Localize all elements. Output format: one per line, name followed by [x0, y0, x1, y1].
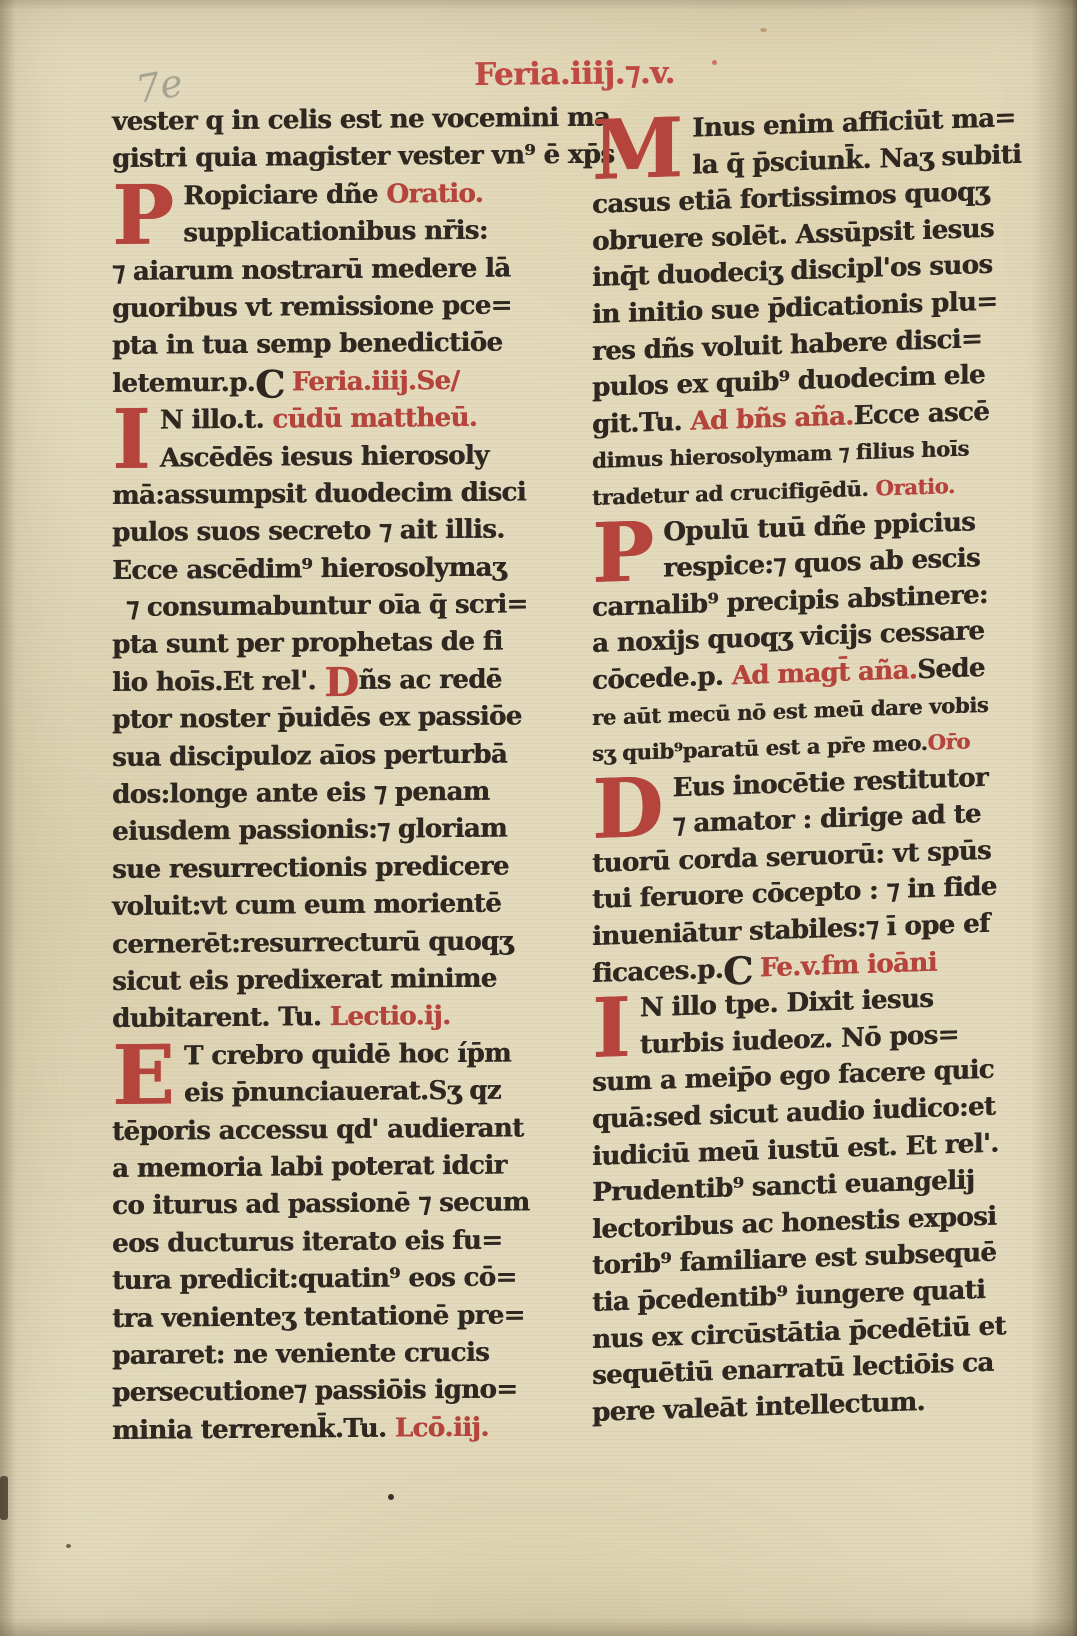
- body-text: [283, 367, 291, 397]
- text-line: [112, 1296, 574, 1337]
- text-line: [112, 997, 574, 1038]
- text-line: [112, 474, 574, 515]
- body-text: obruere solēt. Assūpsit iesus: [592, 213, 994, 257]
- body-text: cernerēt:resurrecturū quoqʒ: [112, 926, 513, 960]
- illuminated-initial: I: [112, 391, 150, 489]
- body-text: ⁊ amator : dirige ad te: [672, 799, 981, 840]
- illuminated-initial: P: [592, 503, 654, 602]
- body-text: turbis iudeoz. Nō pos=: [639, 1019, 959, 1061]
- body-text: sequētiū enarratū lectiōis ca: [592, 1347, 994, 1392]
- page-edge-shadow-bottom: [0, 1618, 1077, 1636]
- body-text: pta in tua semp benedictiōe: [112, 327, 503, 362]
- text-line: [112, 436, 574, 477]
- body-text: gistri quia magister vester vn⁹ ē xp̄s: [112, 140, 615, 175]
- body-text: res dñs voluit habere disci=: [592, 323, 983, 367]
- body-text: tia p̄cedentib⁹ iungere quati: [592, 1274, 986, 1318]
- text-line: [112, 1222, 574, 1263]
- body-text: ⁊ consumabuntur oīa q̄ scri=: [126, 589, 528, 623]
- body-text: Eus inocētie restitutor: [672, 762, 988, 804]
- body-text: C: [254, 361, 284, 407]
- text-line: [112, 361, 574, 407]
- body-text: sue resurrectionis predicere: [112, 851, 509, 885]
- body-text: la q̄ p̄sciunk̄. Naʒ subiti: [692, 139, 1022, 181]
- rubric-text: Ad magt̄ aña.: [731, 655, 918, 692]
- body-text: tura predicit:quatin⁹ eos cō=: [112, 1262, 517, 1297]
- text-line: [112, 1072, 574, 1113]
- illuminated-initial: M: [592, 100, 683, 199]
- text-line: [112, 586, 574, 627]
- body-text: re aūt mecū nō est meū dare vobis: [592, 691, 989, 730]
- body-text: Ascēdēs iesus hierosoly: [159, 440, 489, 474]
- text-line: [112, 960, 574, 1001]
- body-text: letemur.p.: [112, 367, 255, 399]
- ink-speck: [66, 1544, 71, 1548]
- text-column-right: [592, 99, 1044, 1431]
- text-line: [112, 1147, 574, 1188]
- body-text: carnalib⁹ precipis abstinere:: [592, 579, 988, 623]
- text-line: [112, 1409, 574, 1450]
- body-text: dos:longe ante eis ⁊ penam: [112, 776, 490, 811]
- text-line: [112, 810, 574, 851]
- body-text: eos ducturus iterato eis fu=: [112, 1225, 503, 1259]
- text-line: [112, 1110, 574, 1151]
- body-text: quā:sed sicut audio iudico:et: [592, 1091, 996, 1136]
- body-text: mā:assumpsit duodecim disci: [112, 477, 526, 511]
- body-text: ⁊ aiarum nostrarū medere lā: [112, 253, 511, 287]
- body-text: minia terrerenk̄.Tu.: [112, 1413, 395, 1446]
- body-text: N illo tpe. Dixit iesus: [639, 983, 934, 1024]
- text-line: [112, 736, 574, 777]
- body-text: pta sunt per prophetas de fi: [112, 627, 503, 661]
- text-line: [112, 287, 574, 328]
- body-text: nus ex circūstātia p̄cedētiū et: [592, 1310, 1006, 1355]
- ink-smudge: [0, 1476, 8, 1520]
- body-text: sʒ quib⁹paratū est a pr̄e meo.: [592, 729, 928, 767]
- text-line: [112, 100, 611, 141]
- stain-fleck: [760, 28, 767, 32]
- illuminated-initial: D: [592, 759, 663, 858]
- body-text: tēporis accessu qd' audierant: [112, 1112, 524, 1147]
- text-line: [112, 885, 574, 926]
- body-text: lio hoīs.Et rel'.: [112, 666, 325, 698]
- body-text: pere valeāt intellectum.: [592, 1386, 925, 1428]
- body-text: Inus enim afficiūt ma=: [692, 102, 1016, 144]
- illuminated-initial: P: [112, 167, 174, 264]
- body-text: eis p̄nunciauerat.Sʒ qz: [183, 1075, 501, 1109]
- body-text: tra venienteʒ tentationē pre=: [112, 1299, 525, 1334]
- body-text: lectoribus ac honestis exposi: [592, 1201, 997, 1245]
- body-text: Ecce ascē: [853, 396, 990, 432]
- body-text: iudiciū meū iustū est. Et rel'.: [592, 1128, 999, 1172]
- body-text: tuorū corda seruorū: vt spūs: [592, 835, 991, 879]
- body-text: tradetur ad crucifigēdū.: [592, 475, 876, 510]
- rubric-text: Fe.v.fm ioāni: [759, 947, 937, 984]
- text-line: [112, 324, 574, 365]
- rubric-text: D: [324, 658, 359, 707]
- handwritten-folio-mark: 7e: [132, 60, 187, 112]
- body-text: Sede: [917, 652, 985, 686]
- page-edge-shadow-left: [0, 0, 16, 1636]
- body-text: casus etiā fortissimos quoqʒ: [592, 177, 989, 221]
- body-text: in initio sue p̄dicationis plu=: [592, 286, 998, 330]
- text-line: [112, 1184, 574, 1225]
- body-text: tui feruore cōcepto : ⁊ in fide: [592, 872, 997, 916]
- body-text: git.Tu.: [592, 406, 691, 440]
- body-text: ficaces.p.: [592, 954, 724, 989]
- body-text: ñs ac redē: [358, 664, 502, 696]
- body-text: [751, 953, 759, 983]
- body-text: guoribus vt remissione pce=: [112, 290, 512, 324]
- body-text: co iturus ad passionē ⁊ secum: [112, 1187, 530, 1222]
- body-text: dubitarent. Tu.: [112, 1002, 330, 1035]
- text-line: [112, 1334, 574, 1375]
- text-line: [112, 698, 574, 739]
- body-text: pararet: ne veniente crucis: [112, 1337, 490, 1371]
- body-text: voluit:vt cum eum morientē: [112, 888, 502, 923]
- body-text: pulos suos secreto ⁊ ait illis.: [112, 514, 505, 549]
- body-text: persecutione⁊ passiōis igno=: [112, 1374, 518, 1409]
- body-text: pulos ex quib⁹ duodecim ele: [592, 360, 985, 404]
- rubric-text: cūdū mattheū.: [272, 402, 478, 435]
- body-text: sicut eis predixerat minime: [112, 963, 497, 997]
- body-text: inueniātur stabiles:⁊ ī ope ef: [592, 908, 990, 953]
- ink-speck: [388, 1494, 394, 1500]
- body-text: vester q in celis est ne vocemini ma: [112, 102, 611, 137]
- text-line: [112, 137, 615, 178]
- body-text: eiusdem passionis:⁊ gloriam: [112, 813, 507, 848]
- body-text: inq̄t duodeciʒ discipl'os suos: [592, 250, 993, 294]
- illuminated-initial: E: [112, 1027, 174, 1124]
- body-text: torib⁹ familiare est subsequē: [592, 1237, 997, 1282]
- body-text: Ropiciare dñe: [183, 179, 387, 212]
- page-edge-shadow-top: [0, 0, 1077, 10]
- text-line: [112, 212, 574, 253]
- body-text: N illo.t.: [159, 404, 273, 436]
- rubric-text: Lectio.ij.: [329, 1001, 451, 1033]
- body-text: dimus hierosolymam ⁊ filius hoīs: [592, 435, 969, 474]
- body-text: a memoria labi poterat idcir: [112, 1150, 507, 1184]
- text-line: [112, 848, 574, 889]
- text-line: [112, 1259, 574, 1300]
- body-text: Ecce ascēdim⁹ hierosolymaʒ: [112, 552, 506, 586]
- running-header: Feria.iiij.⁊.v.: [473, 54, 675, 94]
- body-text: sua discipuloz aīos perturbā: [112, 739, 507, 773]
- body-text: T crebro quidē hoc íp̄m: [183, 1038, 511, 1072]
- body-text: Opulū tuū dñe ppicius: [663, 506, 976, 548]
- rubric-text: Ad bñs aña.: [690, 401, 854, 437]
- rubric-text: Oratio.: [875, 472, 955, 501]
- text-line: [112, 511, 574, 552]
- text-column-left: [112, 100, 615, 1450]
- rubric-text: Or̄o: [927, 728, 970, 755]
- body-text: a noxijs quoqʒ vicijs cessare: [592, 616, 985, 660]
- ink-speck: [712, 60, 717, 65]
- text-line: [112, 250, 574, 291]
- text-line: [112, 658, 574, 707]
- rubric-text: Lcō.iij.: [394, 1412, 489, 1444]
- text-line: [112, 773, 574, 814]
- body-text: cōcede.p.: [592, 661, 732, 696]
- body-text: sum a meip̄o ego facere quic: [592, 1055, 994, 1099]
- text-line: [112, 923, 574, 964]
- body-text: ptor noster p̄uidēs ex passiōe: [112, 701, 522, 736]
- body-text: supplicationibus nr̄is:: [183, 215, 488, 249]
- body-text: Prudentib⁹ sancti euangelij: [592, 1165, 975, 1209]
- text-line: [112, 549, 574, 590]
- text-line: [112, 1371, 574, 1412]
- rubric-text: Feria.iiij.Se/: [291, 365, 460, 398]
- body-text: respice:⁊ quos ab escis: [663, 543, 980, 584]
- rubric-text: Oratio.: [386, 178, 484, 210]
- illuminated-initial: I: [592, 979, 630, 1078]
- body-text: C: [723, 947, 752, 994]
